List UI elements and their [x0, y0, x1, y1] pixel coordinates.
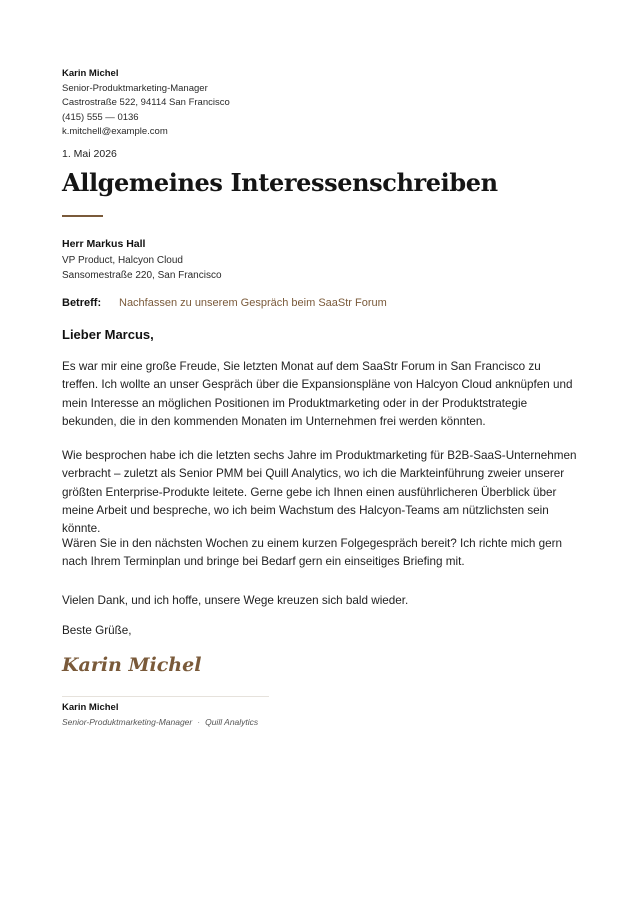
- sender-name: Karin Michel: [62, 68, 119, 79]
- recipient-address: Sansomestraße 220, San Francisco: [62, 270, 222, 281]
- sender-role: Senior-Produktmarketing-Manager: [62, 82, 208, 94]
- signature-name: Karin Michel: [62, 702, 119, 713]
- closing-line: Beste Grüße,: [62, 624, 132, 637]
- signature-role-line: [62, 717, 258, 727]
- subject-value: Nachfassen zu unserem Gespräch beim SaaStr Forum: [119, 297, 387, 309]
- body-paragraph-3: Wären Sie in den nächsten Wochen zu einem kurzen Folgegespräch bereit? Ich richte mich gern nach Ihrem Terminplan und bringe bei Bedarf gern ein einseitiges Briefing mit.: [62, 537, 563, 569]
- title-divider: [62, 215, 103, 217]
- salutation: Lieber Marcus,: [62, 327, 154, 342]
- sender-email: k.mitchell@example.com: [62, 126, 168, 137]
- recipient-role: VP Product, Halcyon Cloud: [62, 254, 183, 266]
- subject-label: Betreff:: [62, 297, 102, 309]
- body-paragraph-2: Wie besprochen habe ich die letzten sechs Jahre im Produktmarketing für B2B-SaaS-Unternehmen verbracht – zuletzt als Senior PMM bei Quill Analytics, wo ich die Markteinführung zweier unserer größten Enterprise-Produkte leitete. Gerne gebe ich Ihnen einen ausführlicheren Überblick über meine Arbeit und bespreche, wo ich beim Wachstum des Halcyon-Teams am nützlichsten sein könnte.: [62, 449, 577, 536]
- letter-date: 1. Mai 2026: [62, 148, 117, 160]
- letter-title: Allgemeines Interessenschreiben: [62, 168, 498, 197]
- subject-line: [62, 297, 387, 309]
- signature-company: Quill Analytics: [205, 717, 259, 727]
- body-paragraph-4: Vielen Dank, und ich hoffe, unsere Wege kreuzen sich bald wieder.: [62, 594, 409, 607]
- sender-address: Castrostraße 522, 94114 San Francisco: [62, 97, 230, 108]
- signature-script: Karin Michel: [62, 654, 202, 676]
- sender-block: [62, 67, 230, 140]
- recipient-name: Herr Markus Hall: [62, 238, 146, 250]
- sender-phone: (415) 555 — 0136: [62, 111, 139, 123]
- signature-divider: [62, 696, 269, 697]
- body-paragraph-1: Es war mir eine große Freude, Sie letzten Monat auf dem SaaStr Forum in San Francisco zu treffen. Ich wollte an unser Gespräch über die Expansionspläne von Halcyon Cloud anknüpfen und mein Interesse an möglichen Positionen im Produktmarketing oder in der Produktstrategie bekunden, die in den kommenden Monaten im Unternehmen frei werden könnten.: [62, 360, 573, 428]
- recipient-block: [62, 237, 222, 284]
- signature-role: Senior-Produktmarketing-Manager: [62, 717, 193, 727]
- signature-separator: ·: [197, 717, 201, 727]
